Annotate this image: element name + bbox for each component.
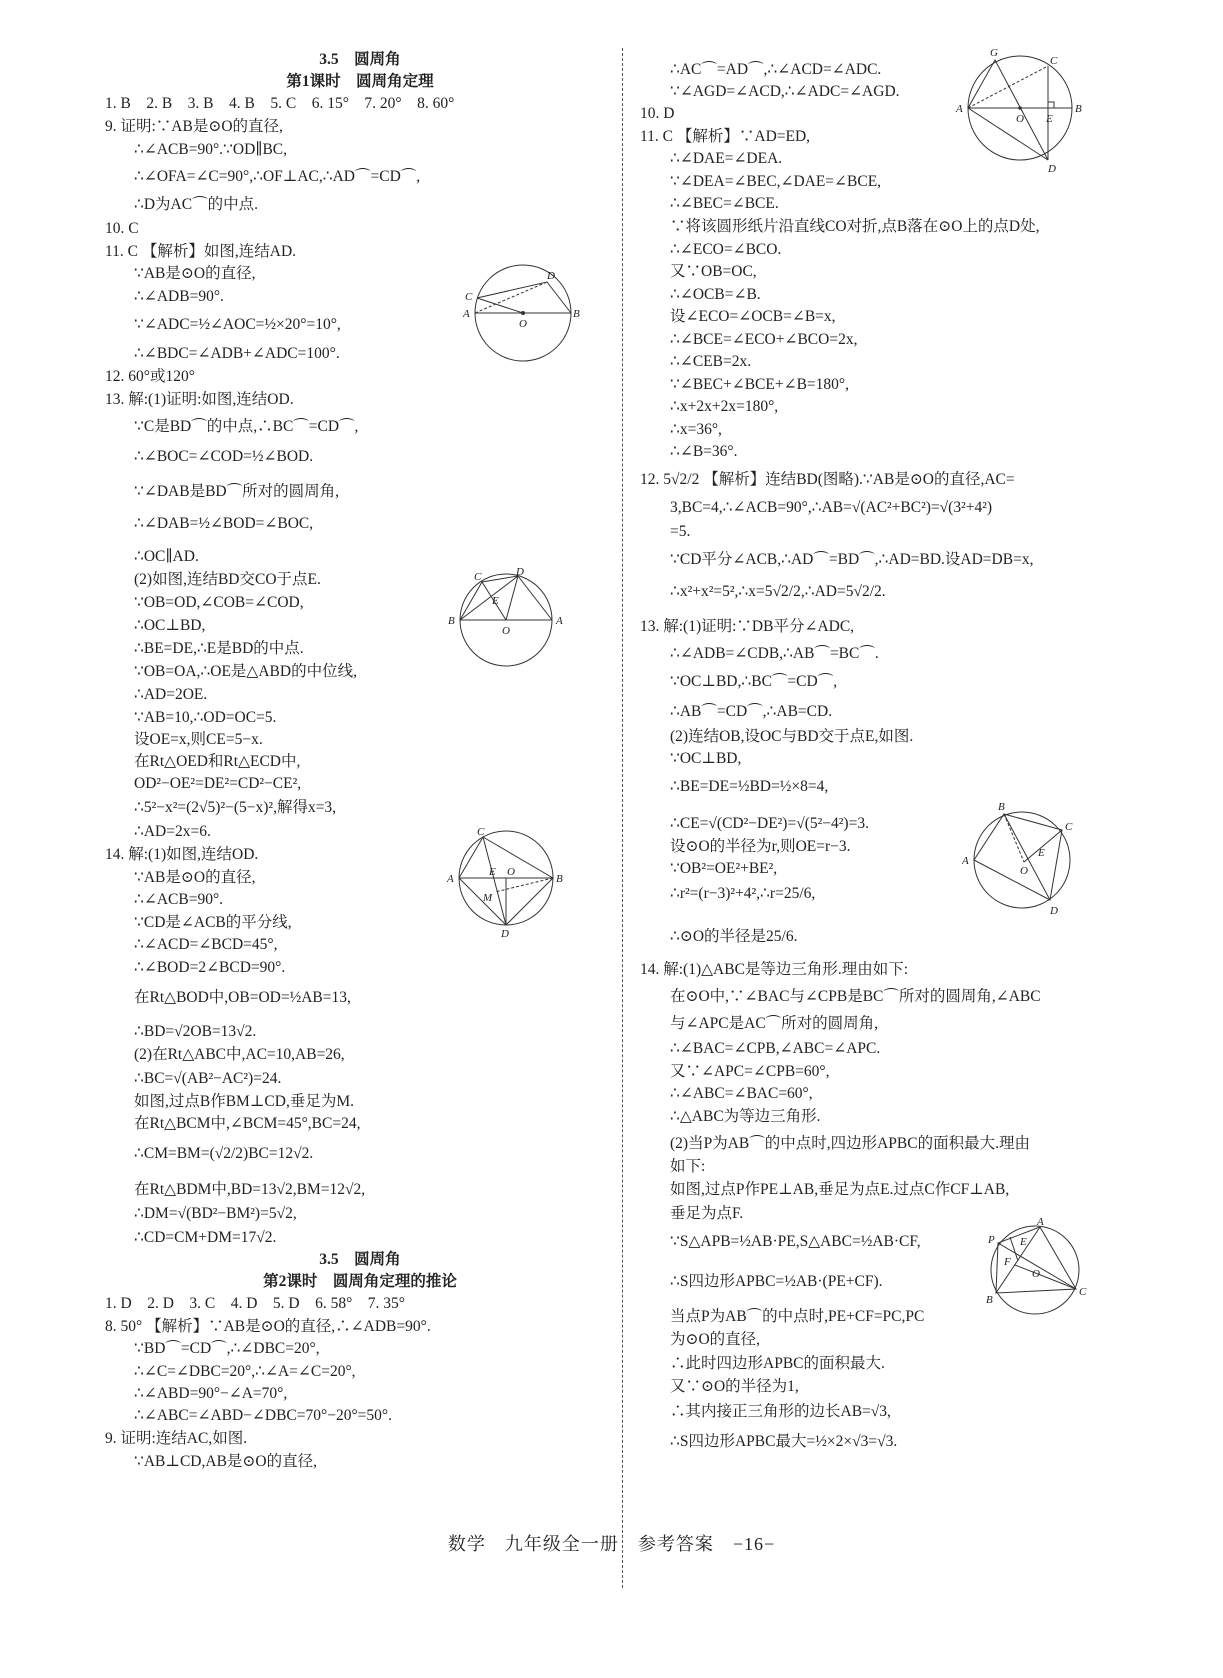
answer-line: ∵∠BEC+∠BCE+∠B=180°, bbox=[670, 376, 849, 393]
answer-line: ∵OB=OA,∴OE是△ABD的中位线, bbox=[134, 663, 357, 680]
svg-text:B: B bbox=[573, 308, 580, 320]
answer-line: ∴△ABC为等边三角形. bbox=[670, 1108, 821, 1125]
answer-line: ∴DM=√(BD²−BM²)=5√2, bbox=[134, 1205, 297, 1222]
answer-line: ∴⊙O的半径是25/6. bbox=[670, 928, 798, 945]
answer-line: ∴此时四边形APBC的面积最大. bbox=[670, 1355, 885, 1372]
answer-line: ∵AB是⊙O的直径, bbox=[134, 869, 256, 886]
answer-item: 13. 解:(1)证明:∵DB平分∠ADC, bbox=[640, 618, 855, 635]
answer-line: ∴OC∥AD. bbox=[134, 548, 199, 565]
answer-line: 如图,过点B作BM⊥CD,垂足为M. bbox=[134, 1093, 354, 1110]
svg-text:E: E bbox=[1038, 847, 1045, 859]
answer-line: (2)连结OB,设OC与BD交于点E,如图. bbox=[670, 728, 914, 745]
section-heading: 3.5 圆周角 bbox=[319, 1251, 401, 1268]
figure-q11-circle bbox=[455, 255, 595, 375]
answer-line: ∴∠CEB=2x. bbox=[670, 353, 752, 370]
answer-item: 8. 50° 【解析】∵AB是⊙O的直径,∴∠ADB=90°. bbox=[105, 1318, 431, 1335]
svg-text:O: O bbox=[519, 318, 527, 330]
answer-line: ∴BD=√2OB=13√2. bbox=[134, 1023, 257, 1040]
answer-line: 3,BC=4,∴∠ACB=90°,∴AB=√(AC²+BC²)=√(3²+4²) bbox=[670, 499, 993, 516]
answer-line: 又∵∠APC=∠CPB=60°, bbox=[670, 1063, 830, 1080]
answer-line: ∵C是BD⌒的中点,∴BC⌒=CD⌒, bbox=[134, 418, 359, 435]
answer-line: ∵∠DAB是BD⌒所对的圆周角, bbox=[134, 483, 339, 500]
section-heading: 第2课时 圆周角定理的推论 bbox=[263, 1273, 457, 1290]
answer-line: ∴AC⌒=AD⌒,∴∠ACD=∠ADC. bbox=[670, 61, 882, 78]
answer-line: ∴∠ABD=90°−∠A=70°, bbox=[134, 1385, 288, 1402]
figure-q9-circle bbox=[950, 42, 1090, 172]
column-divider bbox=[622, 48, 623, 1588]
answer-line: ∴OC⊥BD, bbox=[134, 617, 206, 634]
svg-text:A: A bbox=[556, 615, 563, 627]
answer-line: ∴∠B=36°. bbox=[670, 443, 738, 460]
answer-line: ∵AB=10,∴OD=OC=5. bbox=[134, 709, 277, 726]
svg-text:C: C bbox=[465, 291, 473, 303]
svg-text:B: B bbox=[448, 615, 455, 627]
svg-text:D: D bbox=[501, 928, 509, 940]
answer-line: (2)在Rt△ABC中,AC=10,AB=26, bbox=[134, 1046, 345, 1063]
answer-line: ∴∠ECO=∠BCO. bbox=[670, 241, 782, 258]
svg-text:A: A bbox=[447, 873, 454, 885]
answer-item: 1. B 2. B 3. B 4. B 5. C 6. 15° 7. 20° 8. 60° bbox=[105, 95, 455, 112]
answer-line: 在Rt△BCM中,∠BCM=45°,BC=24, bbox=[134, 1115, 361, 1132]
answer-line: 又∵⊙O的半径为1, bbox=[670, 1378, 799, 1395]
svg-text:C: C bbox=[477, 826, 485, 838]
answer-line: ∴D为AC⌒的中点. bbox=[134, 196, 258, 213]
answer-line: 又∵OB=OC, bbox=[670, 263, 757, 280]
answer-line: ∵S△APB=½AB·PE,S△ABC=½AB·CF, bbox=[670, 1233, 921, 1250]
answer-line: ∵∠DEA=∠BEC,∠DAE=∠BCE, bbox=[670, 173, 882, 190]
answer-item: 9. 证明:∵AB是⊙O的直径, bbox=[105, 118, 283, 135]
answer-line: 在Rt△OED和Rt△ECD中, bbox=[134, 753, 301, 770]
answer-line: ∴∠ADB=90°. bbox=[134, 288, 224, 305]
answer-line: 与∠APC是AC⌒所对的圆周角, bbox=[670, 1015, 879, 1032]
answer-item: 10. D bbox=[640, 105, 675, 122]
answer-line: ∴BE=DE,∴E是BD的中点. bbox=[134, 640, 304, 657]
answer-line: 如下: bbox=[670, 1158, 706, 1175]
answer-line: ∵将该圆形纸片沿直线CO对折,点B落在⊙O上的点D处, bbox=[670, 218, 1040, 235]
answer-line: ∴∠BEC=∠BCE. bbox=[670, 195, 779, 212]
answer-line: ∴5²−x²=(2√5)²−(5−x)²,解得x=3, bbox=[134, 799, 337, 816]
svg-text:G: G bbox=[990, 47, 998, 59]
answer-line: ∴CM=BM=(√2/2)BC=12√2. bbox=[134, 1145, 314, 1162]
figure-q14-circle bbox=[443, 825, 573, 940]
figure-q13-circle bbox=[448, 568, 578, 673]
answer-line: 为⊙O的直径, bbox=[670, 1331, 761, 1348]
svg-text:B: B bbox=[556, 873, 563, 885]
answer-line: 在Rt△BDM中,BD=13√2,BM=12√2, bbox=[134, 1181, 366, 1198]
answer-line: 在⊙O中,∵∠BAC与∠CPB是BC⌒所对的圆周角,∠ABC bbox=[670, 988, 1041, 1005]
answer-item: 10. C bbox=[105, 220, 139, 237]
svg-text:E: E bbox=[492, 595, 499, 607]
section-heading: 第1课时 圆周角定理 bbox=[286, 73, 434, 90]
answer-line: 在Rt△BOD中,OB=OD=½AB=13, bbox=[134, 989, 351, 1006]
answer-line: 如图,过点P作PE⊥AB,垂足为点E.过点C作CF⊥AB, bbox=[670, 1181, 1010, 1198]
answer-line: 设OE=x,则CE=5−x. bbox=[134, 731, 263, 748]
svg-text:O: O bbox=[1032, 1268, 1040, 1280]
answer-line: ∴BE=DE=½BD=½×8=4, bbox=[670, 778, 829, 795]
answer-item: 12. 5√2/2 【解析】连结BD(图略).∵AB是⊙O的直径,AC= bbox=[640, 471, 1015, 488]
answer-line: ∴S四边形APBC最大=½×2×√3=√3. bbox=[670, 1433, 898, 1450]
answer-line: ∴∠BOD=2∠BCD=90°. bbox=[134, 959, 286, 976]
svg-text:C: C bbox=[474, 571, 482, 583]
answer-line: ∴∠BAC=∠CPB,∠ABC=∠APC. bbox=[670, 1040, 881, 1057]
answer-line: ∴∠ACB=90°.∵OD∥BC, bbox=[134, 141, 287, 158]
svg-text:O: O bbox=[502, 625, 510, 637]
answer-item: 1. D 2. D 3. C 4. D 5. D 6. 58° 7. 35° bbox=[105, 1295, 406, 1312]
answer-line: ∴∠BOC=∠COD=½∠BOD. bbox=[134, 448, 314, 465]
figure-q13-right-circle bbox=[962, 800, 1087, 925]
answer-line: ∴∠DAB=½∠BOD=∠BOC, bbox=[134, 515, 314, 532]
answer-line: ∴x²+x²=5²,∴x=5√2/2,∴AD=5√2/2. bbox=[670, 583, 886, 600]
answer-line: ∴r²=(r−3)²+4²,∴r=25/6, bbox=[670, 885, 816, 902]
answer-line: ∴AD=2OE. bbox=[134, 686, 208, 703]
answer-line: ∴BC=√(AB²−AC²)=24. bbox=[134, 1070, 282, 1087]
answer-line: ∴∠OFA=∠C=90°,∴OF⊥AC,∴AD⌒=CD⌒, bbox=[134, 168, 421, 185]
answer-line: 设⊙O的半径为r,则OE=r−3. bbox=[670, 838, 851, 855]
svg-text:D: D bbox=[547, 270, 555, 282]
figure-q14-right-circle bbox=[980, 1215, 1095, 1325]
answer-line: ∴x+2x+2x=180°, bbox=[670, 398, 779, 415]
svg-text:C: C bbox=[1079, 1286, 1087, 1298]
answer-line: ∴∠BDC=∠ADB+∠ADC=100°. bbox=[134, 345, 340, 362]
svg-text:E: E bbox=[1020, 1236, 1027, 1248]
answer-line: ∴∠ACB=90°. bbox=[134, 891, 224, 908]
answer-line: ∵OB²=OE²+BE², bbox=[670, 860, 778, 877]
svg-text:A: A bbox=[962, 855, 969, 867]
answer-line: ∵BD⌒=CD⌒,∴∠DBC=20°, bbox=[134, 1340, 320, 1357]
answer-line: 设∠ECO=∠OCB=∠B=x, bbox=[670, 308, 836, 325]
svg-text:O: O bbox=[1020, 865, 1028, 877]
answer-item: 11. C 【解析】∵AD=ED, bbox=[640, 128, 811, 145]
answer-line: ∵∠ADC=½∠AOC=½×20°=10°, bbox=[134, 316, 341, 333]
answer-line: ∴x=36°, bbox=[670, 421, 722, 438]
answer-line: ∴AD=2x=6. bbox=[134, 823, 211, 840]
answer-line: ∴∠ADB=∠CDB,∴AB⌒=BC⌒. bbox=[670, 645, 879, 662]
svg-text:D: D bbox=[516, 568, 524, 578]
svg-text:C: C bbox=[1065, 821, 1073, 833]
answer-line: ∴∠DAE=∠DEA. bbox=[670, 150, 783, 167]
answer-line: ∴CD=CM+DM=17√2. bbox=[134, 1229, 277, 1246]
svg-text:P: P bbox=[988, 1234, 995, 1246]
answer-line: ∴∠C=∠DBC=20°,∴∠A=∠C=20°, bbox=[134, 1363, 356, 1380]
svg-text:B: B bbox=[986, 1294, 993, 1306]
answer-line: ∵AB⊥CD,AB是⊙O的直径, bbox=[134, 1453, 317, 1470]
answer-line: (2)当P为AB⌒的中点时,四边形APBC的面积最大.理由 bbox=[670, 1135, 1030, 1152]
answer-item: 12. 60°或120° bbox=[105, 368, 195, 385]
answer-line: ∴AB⌒=CD⌒,∴AB=CD. bbox=[670, 703, 833, 720]
svg-text:E: E bbox=[489, 866, 496, 878]
answer-item: 11. C 【解析】如图,连结AD. bbox=[105, 243, 297, 260]
svg-text:M: M bbox=[483, 892, 493, 904]
answer-line: ∴∠ABC=∠ABD−∠DBC=70°−20°=50°. bbox=[134, 1407, 392, 1424]
svg-text:D: D bbox=[1048, 163, 1056, 172]
svg-text:D: D bbox=[1050, 905, 1058, 917]
answer-item: 9. 证明:连结AC,如图. bbox=[105, 1430, 248, 1447]
answer-line: 垂足为点F. bbox=[670, 1205, 744, 1222]
svg-text:A: A bbox=[1037, 1216, 1044, 1228]
answer-line: ∴CE=√(CD²−DE²)=√(5²−4²)=3. bbox=[670, 815, 869, 832]
answer-line: ∵OC⊥BD, bbox=[670, 750, 742, 767]
svg-text:A: A bbox=[463, 308, 470, 320]
answer-line: ∴∠ACD=∠BCD=45°, bbox=[134, 936, 278, 953]
svg-text:B: B bbox=[1075, 103, 1082, 115]
svg-text:F: F bbox=[1004, 1256, 1011, 1268]
answer-line: ∵∠AGD=∠ACD,∴∠ADC=∠AGD. bbox=[670, 83, 900, 100]
svg-text:O: O bbox=[507, 866, 515, 878]
answer-line: ∵CD平分∠ACB,∴AD⌒=BD⌒,∴AD=BD.设AD=DB=x, bbox=[670, 551, 1034, 568]
answer-item: 13. 解:(1)证明:如图,连结OD. bbox=[105, 391, 294, 408]
answer-line: ∵OB=OD,∠COB=∠COD, bbox=[134, 594, 304, 611]
page-footer: 数学 九年级全一册 参考答案 −16− bbox=[447, 1534, 776, 1554]
svg-text:A: A bbox=[956, 103, 963, 115]
answer-line: ∵CD是∠ACB的平分线, bbox=[134, 914, 292, 931]
answer-item: 14. 解:(1)如图,连结OD. bbox=[105, 846, 259, 863]
answer-line: ∴S四边形APBC=½AB·(PE+CF). bbox=[670, 1273, 883, 1290]
svg-text:O: O bbox=[1016, 113, 1024, 125]
section-heading: 3.5 圆周角 bbox=[319, 51, 401, 68]
answer-line: ∴∠BCE=∠ECO+∠BCO=2x, bbox=[670, 331, 858, 348]
answer-line: OD²−OE²=DE²=CD²−CE², bbox=[134, 775, 302, 792]
answer-line: ∴∠OCB=∠B. bbox=[670, 286, 761, 303]
answer-line: =5. bbox=[670, 523, 691, 540]
svg-text:B: B bbox=[998, 801, 1005, 813]
svg-text:E: E bbox=[1046, 113, 1053, 125]
answer-line: ∴其内接正三角形的边长AB=√3, bbox=[670, 1403, 891, 1420]
answer-line: ∵AB是⊙O的直径, bbox=[134, 265, 256, 282]
answer-item: 14. 解:(1)△ABC是等边三角形.理由如下: bbox=[640, 961, 909, 978]
answer-line: ∴∠ABC=∠BAC=60°, bbox=[670, 1085, 813, 1102]
answer-line: 当点P为AB⌒的中点时,PE+CF=PC,PC bbox=[670, 1308, 925, 1325]
svg-text:C: C bbox=[1050, 55, 1058, 67]
answer-line: ∵OC⊥BD,∴BC⌒=CD⌒, bbox=[670, 673, 838, 690]
answer-line: (2)如图,连结BD交CO于点E. bbox=[134, 571, 321, 588]
